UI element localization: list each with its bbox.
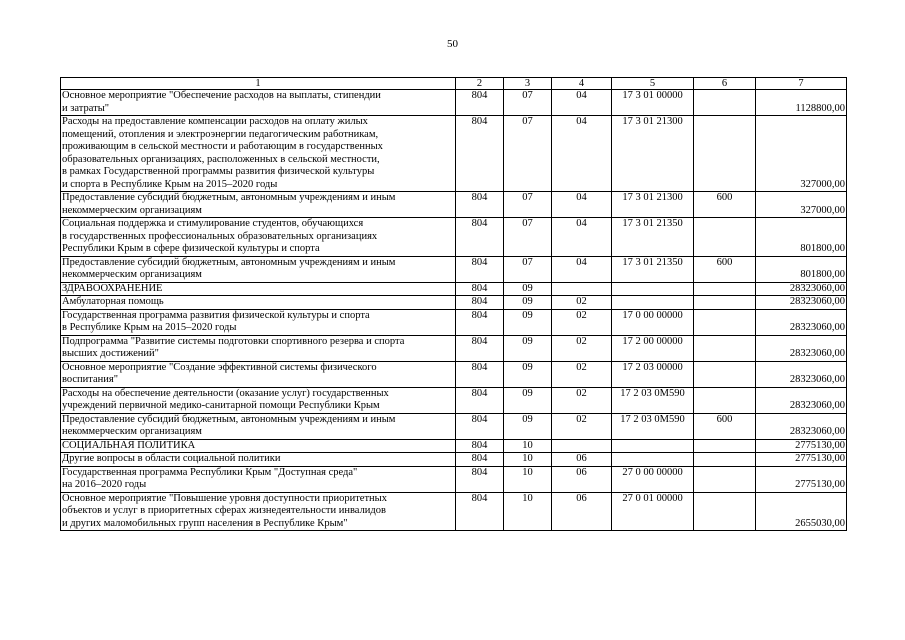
row-expense-type — [694, 296, 756, 310]
row-name: Государственная программа развития физической культуры и спорта в Республике Крым на 2015–2020 годы — [61, 309, 456, 335]
header-cell: 2 — [456, 78, 504, 90]
row-admin-code: 804 — [456, 413, 504, 439]
row-target-article — [612, 296, 694, 310]
budget-table — [60, 77, 847, 531]
row-amount: 1128800,00 — [756, 90, 847, 116]
table-row — [61, 192, 847, 218]
header-cell: 4 — [552, 78, 612, 90]
row-target-article: 17 3 01 21350 — [612, 256, 694, 282]
table-row — [61, 413, 847, 439]
row-name: Расходы на предоставление компенсации расходов на оплату жилых помещений, отопления и электроэнергии педагогическим работникам, проживающим в сельской местности и работающим в государственных образовательных организациях, расположенных в сельской местности, в рамках Государственной программы развития физической культуры и спорта в Республике Крым на 2015–2020 годы — [61, 116, 456, 192]
row-admin-code: 804 — [456, 256, 504, 282]
row-expense-type — [694, 309, 756, 335]
row-target-article: 17 2 03 00000 — [612, 361, 694, 387]
row-subsection-code: 04 — [552, 90, 612, 116]
table-header-row — [61, 78, 847, 90]
row-section-code: 07 — [504, 116, 552, 192]
row-subsection-code: 02 — [552, 296, 612, 310]
row-section-code: 09 — [504, 335, 552, 361]
row-target-article: 17 2 03 0М590 — [612, 387, 694, 413]
row-amount: 28323060,00 — [756, 387, 847, 413]
row-amount: 2775130,00 — [756, 466, 847, 492]
row-amount: 28323060,00 — [756, 413, 847, 439]
row-name: Основное мероприятие "Создание эффективной системы физического воспитания" — [61, 361, 456, 387]
row-name: Основное мероприятие "Обеспечение расходов на выплаты, стипендии и затраты" — [61, 90, 456, 116]
row-subsection-code: 04 — [552, 256, 612, 282]
row-admin-code: 804 — [456, 387, 504, 413]
row-name: СОЦИАЛЬНАЯ ПОЛИТИКА — [61, 439, 456, 453]
row-admin-code: 804 — [456, 296, 504, 310]
row-amount: 28323060,00 — [756, 309, 847, 335]
row-expense-type — [694, 282, 756, 296]
row-name: Социальная поддержка и стимулирование студентов, обучающихся в государственных профессиональных образовательных организациях Республики Крым в сфере физической культуры и спорта — [61, 218, 456, 257]
row-target-article: 17 3 01 21350 — [612, 218, 694, 257]
row-amount: 327000,00 — [756, 192, 847, 218]
row-expense-type — [694, 453, 756, 467]
row-expense-type — [694, 492, 756, 531]
row-amount: 2655030,00 — [756, 492, 847, 531]
row-name: Другие вопросы в области социальной политики — [61, 453, 456, 467]
row-subsection-code — [552, 439, 612, 453]
row-subsection-code: 02 — [552, 335, 612, 361]
row-section-code: 09 — [504, 361, 552, 387]
table-row — [61, 218, 847, 257]
row-amount: 28323060,00 — [756, 282, 847, 296]
row-admin-code: 804 — [456, 335, 504, 361]
table-row — [61, 466, 847, 492]
row-target-article: 27 0 01 00000 — [612, 492, 694, 531]
row-subsection-code: 06 — [552, 453, 612, 467]
row-target-article: 17 3 01 21300 — [612, 192, 694, 218]
row-section-code: 07 — [504, 192, 552, 218]
row-name: Расходы на обеспечение деятельности (оказание услуг) государственных учреждений первичной медико-санитарной помощи Республики Крым — [61, 387, 456, 413]
row-amount: 28323060,00 — [756, 296, 847, 310]
row-section-code: 09 — [504, 413, 552, 439]
row-target-article: 17 0 00 00000 — [612, 309, 694, 335]
row-target-article: 17 3 01 00000 — [612, 90, 694, 116]
row-amount: 801800,00 — [756, 218, 847, 257]
row-expense-type: 600 — [694, 413, 756, 439]
row-target-article: 17 2 03 0М590 — [612, 413, 694, 439]
row-name: Основное мероприятие "Повышение уровня доступности приоритетных объектов и услуг в приоритетных сферах жизнедеятельности инвалидов и других маломобильных групп населения в Республике Крым" — [61, 492, 456, 531]
row-expense-type: 600 — [694, 192, 756, 218]
row-target-article: 17 2 00 00000 — [612, 335, 694, 361]
row-name: Предоставление субсидий бюджетным, автономным учреждениям и иным некоммерческим организациям — [61, 413, 456, 439]
row-admin-code: 804 — [456, 439, 504, 453]
row-target-article: 27 0 00 00000 — [612, 466, 694, 492]
row-expense-type — [694, 361, 756, 387]
row-section-code: 07 — [504, 218, 552, 257]
row-expense-type — [694, 90, 756, 116]
row-name: Амбулаторная помощь — [61, 296, 456, 310]
row-expense-type: 600 — [694, 256, 756, 282]
table-row — [61, 453, 847, 467]
table-row — [61, 439, 847, 453]
row-amount: 801800,00 — [756, 256, 847, 282]
row-name: Государственная программа Республики Крым "Доступная среда" на 2016–2020 годы — [61, 466, 456, 492]
row-subsection-code — [552, 282, 612, 296]
row-name: Предоставление субсидий бюджетным, автономным учреждениям и иным некоммерческим организациям — [61, 256, 456, 282]
row-section-code: 10 — [504, 492, 552, 531]
row-target-article — [612, 439, 694, 453]
row-name: Предоставление субсидий бюджетным, автономным учреждениям и иным некоммерческим организациям — [61, 192, 456, 218]
header-cell: 3 — [504, 78, 552, 90]
table-row — [61, 309, 847, 335]
row-section-code: 07 — [504, 90, 552, 116]
header-cell: 7 — [756, 78, 847, 90]
row-admin-code: 804 — [456, 309, 504, 335]
row-admin-code: 804 — [456, 116, 504, 192]
row-admin-code: 804 — [456, 282, 504, 296]
row-target-article — [612, 282, 694, 296]
row-target-article — [612, 453, 694, 467]
table-body — [61, 90, 847, 531]
row-admin-code: 804 — [456, 192, 504, 218]
row-expense-type — [694, 439, 756, 453]
row-subsection-code: 02 — [552, 413, 612, 439]
row-section-code: 09 — [504, 309, 552, 335]
row-admin-code: 804 — [456, 492, 504, 531]
row-section-code: 10 — [504, 453, 552, 467]
row-name: ЗДРАВООХРАНЕНИЕ — [61, 282, 456, 296]
row-admin-code: 804 — [456, 218, 504, 257]
table-row — [61, 116, 847, 192]
row-expense-type — [694, 466, 756, 492]
table-row — [61, 256, 847, 282]
row-section-code: 09 — [504, 387, 552, 413]
row-subsection-code: 04 — [552, 218, 612, 257]
row-expense-type — [694, 387, 756, 413]
row-admin-code: 804 — [456, 453, 504, 467]
row-expense-type — [694, 218, 756, 257]
row-subsection-code: 06 — [552, 492, 612, 531]
header-cell: 1 — [61, 78, 456, 90]
row-section-code: 10 — [504, 466, 552, 492]
table-row — [61, 282, 847, 296]
row-section-code: 07 — [504, 256, 552, 282]
row-admin-code: 804 — [456, 90, 504, 116]
table-row — [61, 90, 847, 116]
header-cell: 6 — [694, 78, 756, 90]
table-row — [61, 492, 847, 531]
row-section-code: 09 — [504, 282, 552, 296]
row-amount: 28323060,00 — [756, 361, 847, 387]
row-subsection-code: 02 — [552, 387, 612, 413]
table-row — [61, 361, 847, 387]
row-expense-type — [694, 116, 756, 192]
row-name: Подпрограмма "Развитие системы подготовки спортивного резерва и спорта высших достижений" — [61, 335, 456, 361]
row-subsection-code: 02 — [552, 309, 612, 335]
header-cell: 5 — [612, 78, 694, 90]
row-subsection-code: 04 — [552, 116, 612, 192]
row-section-code: 10 — [504, 439, 552, 453]
row-target-article: 17 3 01 21300 — [612, 116, 694, 192]
row-admin-code: 804 — [456, 466, 504, 492]
row-amount: 327000,00 — [756, 116, 847, 192]
row-subsection-code: 04 — [552, 192, 612, 218]
row-amount: 2775130,00 — [756, 453, 847, 467]
row-amount: 2775130,00 — [756, 439, 847, 453]
row-admin-code: 804 — [456, 361, 504, 387]
page-number: 50 — [447, 38, 458, 50]
row-section-code: 09 — [504, 296, 552, 310]
row-expense-type — [694, 335, 756, 361]
table-row — [61, 296, 847, 310]
table-row — [61, 387, 847, 413]
row-subsection-code: 02 — [552, 361, 612, 387]
table-row — [61, 335, 847, 361]
row-subsection-code: 06 — [552, 466, 612, 492]
row-amount: 28323060,00 — [756, 335, 847, 361]
